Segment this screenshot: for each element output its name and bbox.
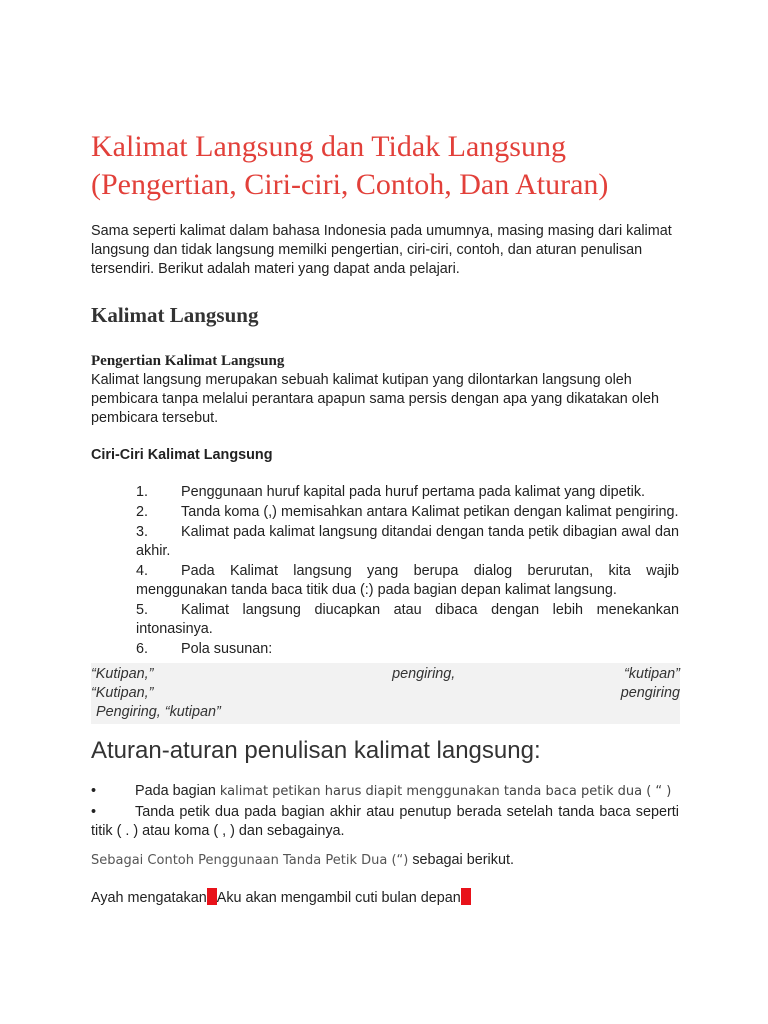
example-intro-light: Sebagai Contoh Penggunaan Tanda Petik Dua (“) (91, 853, 409, 868)
list-item (136, 562, 679, 600)
list-item (136, 601, 679, 639)
title-line-2: (Pengertian, Ciri-ciri, Contoh, Dan Aturan) (91, 168, 609, 201)
list-item-number: 5. (136, 602, 149, 618)
title-line-1: Kalimat Langsung dan Tidak Langsung (91, 130, 566, 163)
pattern-item: “Kutipan,” (91, 685, 154, 701)
pattern-item: Pengiring, “kutipan” (96, 704, 221, 720)
pattern-row-3 (91, 703, 680, 722)
definition-paragraph: Kalimat langsung merupakan sebuah kalimat kutipan yang dilontarkan langsung oleh pembicara tanpa melalui perantara apapun sama persis dengan apa yang dikatakan oleh pembicara tersebut. (91, 372, 660, 426)
example-part-1: Ayah mengatakan (91, 890, 207, 906)
bullet-icon: • (91, 783, 97, 799)
section-heading-kalimat-langsung: Kalimat Langsung (91, 303, 259, 327)
pattern-item: “Kutipan,” (91, 666, 154, 682)
pattern-row-1 (91, 665, 680, 684)
example-part-2: Aku akan mengambil cuti bulan depan (216, 890, 461, 906)
pattern-item: “kutipan” (623, 666, 680, 682)
example-intro (91, 851, 679, 870)
list-item-text: Kalimat pada kalimat langsung ditandai dengan tanda petik dibagian awal dan akhir. (136, 524, 679, 559)
list-item-number: 1. (136, 484, 149, 500)
pattern-item: pengiring (620, 685, 680, 701)
list-item-number: 6. (136, 641, 149, 657)
list-item-text: kalimat petikan harus diapit menggunakan tanda baca petik dua ( “ ) (219, 784, 672, 799)
list-item (91, 803, 679, 841)
list-item-number: 3. (136, 524, 149, 540)
pattern-box (91, 663, 680, 724)
pattern-item: pengiring, (392, 666, 456, 682)
list-item-text: Penggunaan huruf kapital pada huruf pertama pada kalimat yang dipetik. (181, 484, 646, 500)
intro-paragraph: Sama seperti kalimat dalam bahasa Indonesia pada umumnya, masing masing dari kalimat langsung dan tidak langsung memilki pengertian, ciri-ciri, contoh, dan aturan penulisan tersendiri. Berikut adalah materi yang dapat anda pelajari. (91, 223, 672, 277)
list-item-number: 4. (136, 563, 149, 579)
pattern-row-2 (91, 684, 680, 703)
list-item-text: Tanda petik dua pada bagian akhir atau penutup berada setelah tanda baca seperti titik ( . ) atau koma ( , ) dan sebagainya. (91, 804, 679, 839)
aturan-list (91, 782, 679, 841)
missing-glyph-marker (207, 888, 217, 905)
list-item-number: 2. (136, 504, 149, 520)
subheading-pengertian: Pengertian Kalimat Langsung (91, 353, 285, 369)
list-item-lead: Pada bagian (135, 783, 220, 799)
list-item (136, 523, 679, 561)
ciri-list (91, 483, 679, 659)
list-item-text: Tanda koma (,) memisahkan antara Kalimat petikan dengan kalimat pengiring. (181, 504, 679, 520)
list-item (136, 483, 679, 502)
list-item-text: Pada Kalimat langsung yang berupa dialog berurutan, kita wajib menggunakan tanda baca titik dua (:) pada bagian depan kalimat langsung. (136, 563, 679, 598)
bullet-icon: • (91, 804, 97, 820)
list-item-text: Kalimat langsung diucapkan atau dibaca dengan lebih menekankan intonasinya. (136, 602, 679, 637)
list-item (91, 782, 679, 801)
example-intro-rest: sebagai berikut. (408, 852, 514, 868)
page-title (91, 128, 679, 204)
missing-glyph-marker (461, 888, 471, 905)
example-sentence (91, 888, 679, 908)
list-item (136, 640, 679, 659)
list-item-text: Pola susunan: (181, 641, 273, 657)
section-heading-aturan: Aturan-aturan penulisan kalimat langsung: (91, 737, 541, 764)
document-page (91, 128, 679, 908)
subheading-ciri-ciri: Ciri-Ciri Kalimat Langsung (91, 447, 273, 463)
list-item (136, 503, 679, 522)
